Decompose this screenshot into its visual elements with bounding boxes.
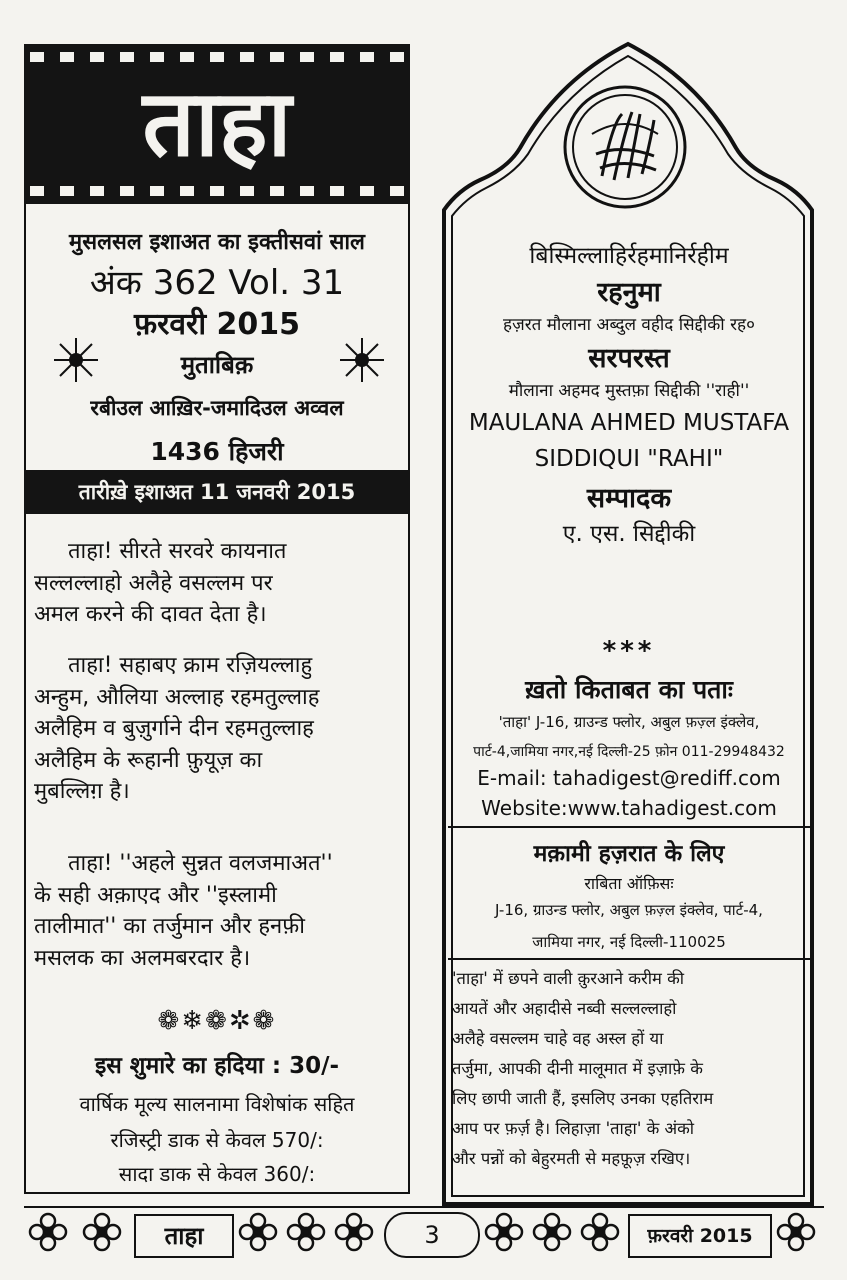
stars-divider: *** — [602, 636, 656, 666]
office-address-1: J-16, ग्राउन्ड फ्लोर, अबुल फ़ज़्ल इंक्लेव, पार्ट-4, — [495, 901, 763, 919]
hijri-year: 1436 हिजरी — [150, 437, 284, 466]
film-sprockets-top — [30, 52, 404, 62]
sarparast-label: सरपरस्त — [588, 343, 670, 374]
intro-paragraph-3-line: के सही अक़ाएद और ''इस्लामी — [34, 882, 277, 908]
notice-paragraph-line: आप पर फ़र्ज़ है। लिहाज़ा 'ताहा' के अंको — [452, 1119, 695, 1138]
intro-paragraph-2-line: मुबल्लिग़ है। — [34, 779, 130, 804]
address-line-1: 'ताहा' J-16, ग्राउन्ड फ्लोर, अबुल फ़ज़्ल इंक्लेव, — [498, 713, 760, 731]
intro-paragraph-1-line: सल्लल्लाहो अलैहे वसल्लम पर — [34, 570, 273, 596]
notice-paragraph-line: अलैहे वसल्लम चाहे वह अस्ल हों या — [452, 1029, 664, 1048]
film-sprockets-bottom — [30, 186, 404, 196]
issue-month: फ़रवरी 2015 — [133, 307, 301, 342]
intro-paragraph-2-line: अन्हुम, औलिया अल्लाह रहमतुल्लाह — [34, 684, 320, 710]
email: E-mail: tahadigest@rediff.com — [477, 766, 781, 790]
hijri-months: रबीउल आख़िर-जमादिउल अव्वल — [90, 396, 344, 420]
intro-paragraph-3-line: तालीमात'' का तर्जुमान और हनफ़ी — [34, 914, 305, 939]
flower-icon — [238, 1212, 278, 1252]
intro-paragraph-1-line: अमल करने की दावत देता है। — [34, 602, 267, 627]
flower-icon — [776, 1212, 816, 1252]
price-ordinary: सादा डाक से केवल 360/: — [118, 1162, 316, 1186]
notice-paragraph — [452, 964, 806, 1174]
intro-paragraph-3-line: ताहा! ''अहले सुन्नत वलजमाअत'' — [68, 851, 333, 876]
price-title: इस शुमारे का हदिया : 30/- — [94, 1053, 340, 1079]
intro-paragraph-3-line: मसलक का अलमबरदार है। — [34, 945, 251, 971]
sarparast-name-english-1: MAULANA AHMED MUSTAFA — [468, 410, 790, 436]
flower-ornament-icon: ❁❄❁✲❁ — [157, 1006, 277, 1036]
masthead — [24, 44, 410, 204]
mutabiq-label: मुताबिक़ — [180, 351, 254, 379]
flower-icon — [484, 1212, 524, 1252]
flower-icon — [28, 1212, 68, 1252]
issue-volume: अंक 362 Vol. 31 — [89, 263, 345, 303]
intro-paragraph-1 — [34, 536, 400, 631]
intro-paragraph-1-line: ताहा! सीरते सरवरे कायनात — [68, 539, 287, 564]
address-title: ख़तो किताबत का पताः — [525, 675, 733, 704]
editor-name: ए. एस. सिद्दीकी — [562, 521, 696, 547]
price-registered: रजिस्ट्री डाक से केवल 570/: — [110, 1128, 324, 1152]
flower-icon — [580, 1212, 620, 1252]
footer-magazine-name: ताहा — [134, 1214, 234, 1258]
footer-month: फ़रवरी 2015 — [628, 1214, 772, 1258]
flower-icon — [334, 1212, 374, 1252]
office-label: राबिता ऑफ़िसः — [584, 874, 674, 893]
website: Website:www.tahadigest.com — [481, 796, 777, 820]
office-address-2: जामिया नगर, नई दिल्ली-110025 — [532, 933, 726, 951]
notice-paragraph-line: आयतें और अहादीसे नब्वी सल्लल्लाहो — [452, 999, 677, 1018]
intro-paragraph-3 — [34, 848, 400, 974]
notice-paragraph-line: तर्जुमा, आपकी दीनी मालूमात में इज़ाफ़े के — [452, 1059, 703, 1078]
flower-icon — [286, 1212, 326, 1252]
flower-icon — [82, 1212, 122, 1252]
intro-paragraph-2-line: ताहा! सहाबए क्राम रज़ियल्लाहु — [68, 653, 313, 678]
price-annual: वार्षिक मूल्य सालनामा विशेषांक सहित — [79, 1092, 355, 1116]
notice-paragraph-line: 'ताहा' में छपने वाली क़ुरआने करीम की — [452, 969, 685, 988]
footer-rule — [24, 1206, 824, 1208]
publication-date-bar: तारीख़े इशाअत 11 जनवरी 2015 — [24, 470, 410, 514]
intro-paragraph-2-line: अलैहिम व बुज़ुर्गाने दीन रहमतुल्लाह — [34, 716, 314, 741]
address-line-2: पार्ट-4,जामिया नगर,नई दिल्ली-25 फ़ोन 011-29948432 — [473, 744, 785, 760]
editor-label: सम्पादक — [586, 483, 672, 514]
sarparast-name-hindi: मौलाना अहमद मुस्तफ़ा सिद्दीकी ''राही'' — [508, 381, 750, 401]
flower-icon — [532, 1212, 572, 1252]
rahnuma-label: रहनुमा — [597, 277, 661, 308]
page-number: 3 — [384, 1212, 480, 1258]
local-readers-title: मक़ामी हज़रात के लिए — [533, 841, 725, 867]
bismillah-calligraphy-emblem-icon — [562, 84, 688, 210]
divider — [448, 958, 810, 960]
rahnuma-name: हज़रत मौलाना अब्दुल वहीद सिद्दीकी रह० — [503, 315, 755, 335]
divider — [448, 826, 810, 828]
intro-paragraph-2 — [34, 650, 400, 808]
sarparast-name-english-2: SIDDIQUI "RAHI" — [534, 446, 724, 472]
bismillah-text: बिस्मिल्लाहिर्रहमानिर्रहीम — [529, 243, 729, 269]
notice-paragraph-line: लिए छापी जाती हैं, इसलिए उनका एहतिराम — [452, 1089, 714, 1108]
publication-year-line: मुसलसल इशाअत का इक्तीसवां साल — [69, 230, 365, 255]
intro-paragraph-2-line: अलैहिम के रूहानी फ़ुयूज़ का — [34, 747, 263, 773]
magazine-title: ताहा — [142, 70, 292, 177]
notice-paragraph-line: और पन्नों को बेहुरमती से महफ़ूज़ रखिए। — [452, 1149, 691, 1168]
